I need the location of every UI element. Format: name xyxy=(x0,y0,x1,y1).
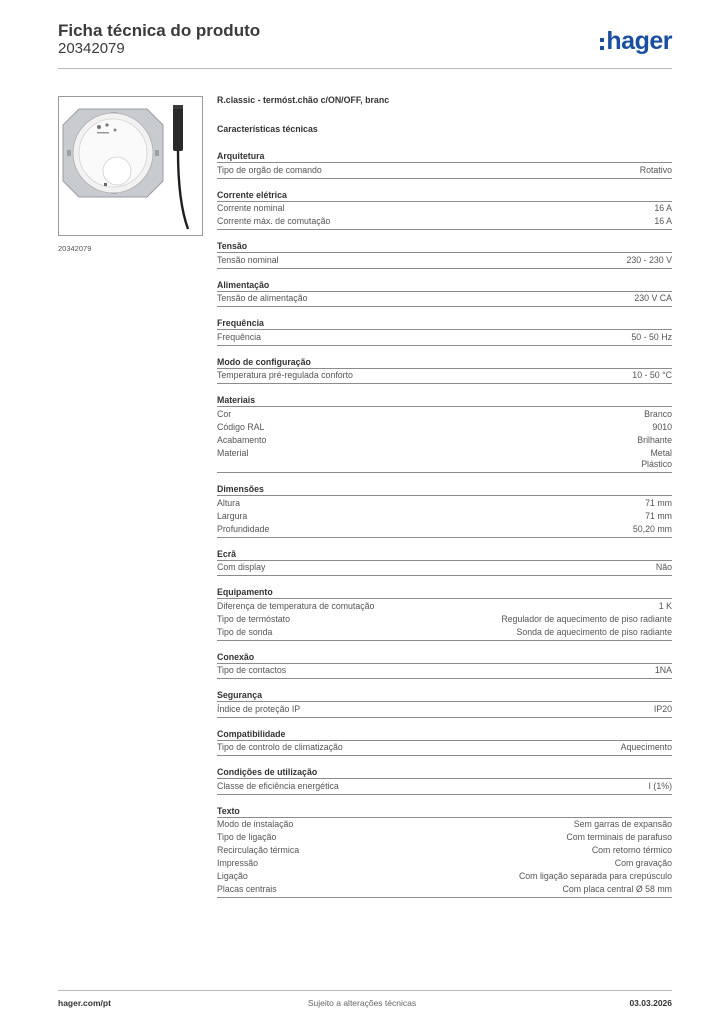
spec-group-title: Dimensões xyxy=(217,483,672,496)
spec-value-line: IP20 xyxy=(653,703,672,714)
image-caption: 20342079 xyxy=(58,244,92,253)
spec-value xyxy=(615,858,672,870)
spec-value-line: Aquecimento xyxy=(620,742,672,752)
product-name: R.classic - termóst.chão c/ON/OFF, branc xyxy=(217,95,390,105)
spec-value xyxy=(592,845,672,857)
spec-group-title: Equipamento xyxy=(217,586,672,599)
spec-row xyxy=(217,433,672,446)
spec-row xyxy=(217,561,672,577)
spec-value-line: 71 mm xyxy=(645,510,672,521)
spec-value-line: Rotativo xyxy=(639,164,672,175)
spec-group-title: Arquitetura xyxy=(217,150,672,163)
spec-label: Tipo de termóstato xyxy=(217,613,291,624)
spec-row xyxy=(217,612,672,625)
spec-group-title: Materiais xyxy=(217,394,672,407)
spec-label: Índice de proteção IP xyxy=(217,703,301,714)
spec-value xyxy=(501,614,672,626)
spec-group-title: Segurança xyxy=(217,689,672,702)
spec-row xyxy=(217,831,672,844)
spec-label: Recirculação térmica xyxy=(217,845,300,855)
spec-value-line: Metal xyxy=(650,447,672,458)
spec-row xyxy=(217,857,672,870)
spec-group xyxy=(217,728,672,757)
spec-value-line: 71 mm xyxy=(645,497,672,508)
spec-row xyxy=(217,741,672,757)
spec-label: Largura xyxy=(217,510,248,521)
spec-label: Tensão de alimentação xyxy=(217,293,308,303)
spec-label: Corrente nominal xyxy=(217,203,285,213)
spec-group xyxy=(217,651,672,680)
spec-value-line: Plástico xyxy=(641,459,672,469)
logo-text: hager xyxy=(606,27,672,55)
spec-row xyxy=(217,369,672,385)
spec-value xyxy=(655,665,672,677)
spec-row xyxy=(217,625,672,641)
spec-value-line: 9010 xyxy=(652,421,672,432)
footer-website-link[interactable]: hager.com/pt xyxy=(58,998,111,1008)
spec-group xyxy=(217,586,672,641)
spec-value-line: Não xyxy=(655,562,672,572)
spec-value xyxy=(637,435,672,447)
spec-value xyxy=(621,742,672,754)
spec-value-line: Com gravação xyxy=(614,858,672,868)
spec-value-line: Regulador de aquecimento de piso radiante xyxy=(501,613,672,624)
spec-label: Tipo de contactos xyxy=(217,665,287,675)
spec-group xyxy=(217,766,672,795)
page-title: Ficha técnica do produto xyxy=(58,21,261,40)
spec-group xyxy=(217,279,672,308)
spec-row xyxy=(217,407,672,420)
spec-label: Código RAL xyxy=(217,421,265,432)
spec-value-line: Com placa central Ø 58 mm xyxy=(562,884,672,894)
spec-row xyxy=(217,496,672,509)
spec-label: Placas centrais xyxy=(217,884,277,894)
technical-sheet xyxy=(217,95,672,908)
spec-group-title: Ecrã xyxy=(217,548,672,561)
spec-group-title: Compatibilidade xyxy=(217,728,672,741)
spec-value xyxy=(641,448,672,471)
spec-label: Cor xyxy=(217,408,232,419)
spec-label: Tipo de sonda xyxy=(217,626,273,637)
spec-value-line: Com ligação separada para crepúsculo xyxy=(518,871,672,881)
spec-row xyxy=(217,215,672,231)
logo-dots-icon xyxy=(600,38,604,50)
footer-divider xyxy=(58,990,672,991)
spec-label: Material xyxy=(217,447,249,458)
spec-group xyxy=(217,150,672,179)
spec-row xyxy=(217,446,672,473)
spec-label: Impressão xyxy=(217,858,259,868)
spec-row xyxy=(217,509,672,522)
spec-value xyxy=(566,832,672,844)
spec-group-title: Alimentação xyxy=(217,279,672,292)
spec-row xyxy=(217,253,672,269)
spec-value xyxy=(656,562,672,574)
footer-notice: Sujeito a alterações técnicas xyxy=(307,998,417,1008)
spec-value xyxy=(627,255,672,267)
spec-value xyxy=(562,884,672,896)
spec-label: Frequência xyxy=(217,331,262,342)
spec-group xyxy=(217,189,672,231)
characteristics-groups xyxy=(217,150,672,898)
spec-value xyxy=(654,704,672,716)
spec-row xyxy=(217,818,672,831)
spec-value xyxy=(640,165,672,177)
spec-value-line: Sonda de aquecimento de piso radiante xyxy=(516,626,672,637)
spec-value xyxy=(634,293,672,305)
spec-value xyxy=(632,370,672,382)
spec-label: Profundidade xyxy=(217,523,270,534)
spec-row xyxy=(217,870,672,883)
spec-group-title: Tensão xyxy=(217,240,672,253)
spec-value-line: 50,20 mm xyxy=(632,523,672,534)
spec-label: Temperatura pré-regulada conforto xyxy=(217,370,353,380)
spec-value xyxy=(659,601,672,613)
spec-value xyxy=(516,627,672,639)
spec-label: Com display xyxy=(217,562,266,572)
spec-value-line: 1NA xyxy=(654,665,672,675)
spec-value xyxy=(654,203,672,215)
spec-value xyxy=(654,216,672,228)
spec-group xyxy=(217,317,672,346)
spec-row xyxy=(217,883,672,899)
spec-value-line: Com retorno térmico xyxy=(591,845,672,855)
footer-date: 03.03.2026 xyxy=(629,998,672,1008)
spec-row xyxy=(217,779,672,795)
spec-value xyxy=(652,422,672,434)
spec-label: Corrente máx. de comutação xyxy=(217,216,331,226)
spec-label: Classe de eficiência energética xyxy=(217,780,339,791)
product-reference: 20342079 xyxy=(58,40,125,57)
spec-row xyxy=(217,702,672,718)
spec-value-line: I (1%) xyxy=(648,780,672,791)
spec-value xyxy=(633,524,672,536)
spec-label: Modo de instalação xyxy=(217,819,294,829)
spec-value xyxy=(631,332,672,344)
spec-value-line: Sem garras de expansão xyxy=(573,819,672,829)
spec-group-title: Frequência xyxy=(217,317,672,330)
spec-row xyxy=(217,844,672,857)
spec-row xyxy=(217,163,672,179)
spec-group-title: Texto xyxy=(217,805,672,818)
section-title: Características técnicas xyxy=(217,124,318,134)
spec-value xyxy=(649,781,672,793)
hager-logo xyxy=(600,29,672,54)
spec-group xyxy=(217,240,672,269)
spec-group xyxy=(217,548,672,577)
spec-label: Tipo de controlo de climatização xyxy=(217,742,343,752)
spec-group xyxy=(217,356,672,385)
spec-label: Diferença de temperatura de comutação xyxy=(217,600,375,611)
spec-group-title: Modo de configuração xyxy=(217,356,672,369)
spec-value-line: 16 A xyxy=(654,203,672,213)
spec-value-line: 230 - 230 V xyxy=(626,254,672,265)
spec-label: Ligação xyxy=(217,871,248,881)
spec-value xyxy=(574,819,672,831)
spec-group xyxy=(217,689,672,718)
spec-row xyxy=(217,522,672,538)
header-divider xyxy=(58,68,672,69)
spec-label: Acabamento xyxy=(217,434,267,445)
spec-label: Tipo de orgão de comando xyxy=(217,164,322,175)
spec-value-line: 50 - 50 Hz xyxy=(631,331,672,342)
spec-value-line: Branco xyxy=(644,408,672,419)
spec-value-line: 16 A xyxy=(654,216,672,226)
thermostat-illustration-icon xyxy=(59,97,203,236)
spec-value xyxy=(519,871,672,883)
spec-value-line: Brilhante xyxy=(637,434,672,445)
spec-group xyxy=(217,805,672,899)
spec-group xyxy=(217,394,672,473)
spec-value xyxy=(645,498,672,510)
spec-value-line: 1 K xyxy=(658,600,672,611)
spec-row xyxy=(217,420,672,433)
spec-row xyxy=(217,202,672,215)
spec-row xyxy=(217,292,672,308)
spec-group-title: Corrente elétrica xyxy=(217,189,672,202)
spec-group-title: Conexão xyxy=(217,651,672,664)
floor-thermostat-product-image xyxy=(58,96,203,236)
spec-value-line: 10 - 50 °C xyxy=(632,370,672,380)
spec-value xyxy=(644,409,672,421)
spec-row xyxy=(217,599,672,612)
spec-value-line: Com terminais de parafuso xyxy=(566,832,672,842)
spec-value-line: 230 V CA xyxy=(634,293,672,303)
spec-value xyxy=(645,511,672,523)
spec-label: Tipo de ligação xyxy=(217,832,277,842)
spec-group-title: Condições de utilização xyxy=(217,766,672,779)
spec-row xyxy=(217,330,672,346)
spec-group xyxy=(217,483,672,538)
spec-label: Tensão nominal xyxy=(217,254,279,265)
spec-label: Altura xyxy=(217,497,240,508)
spec-row xyxy=(217,664,672,680)
